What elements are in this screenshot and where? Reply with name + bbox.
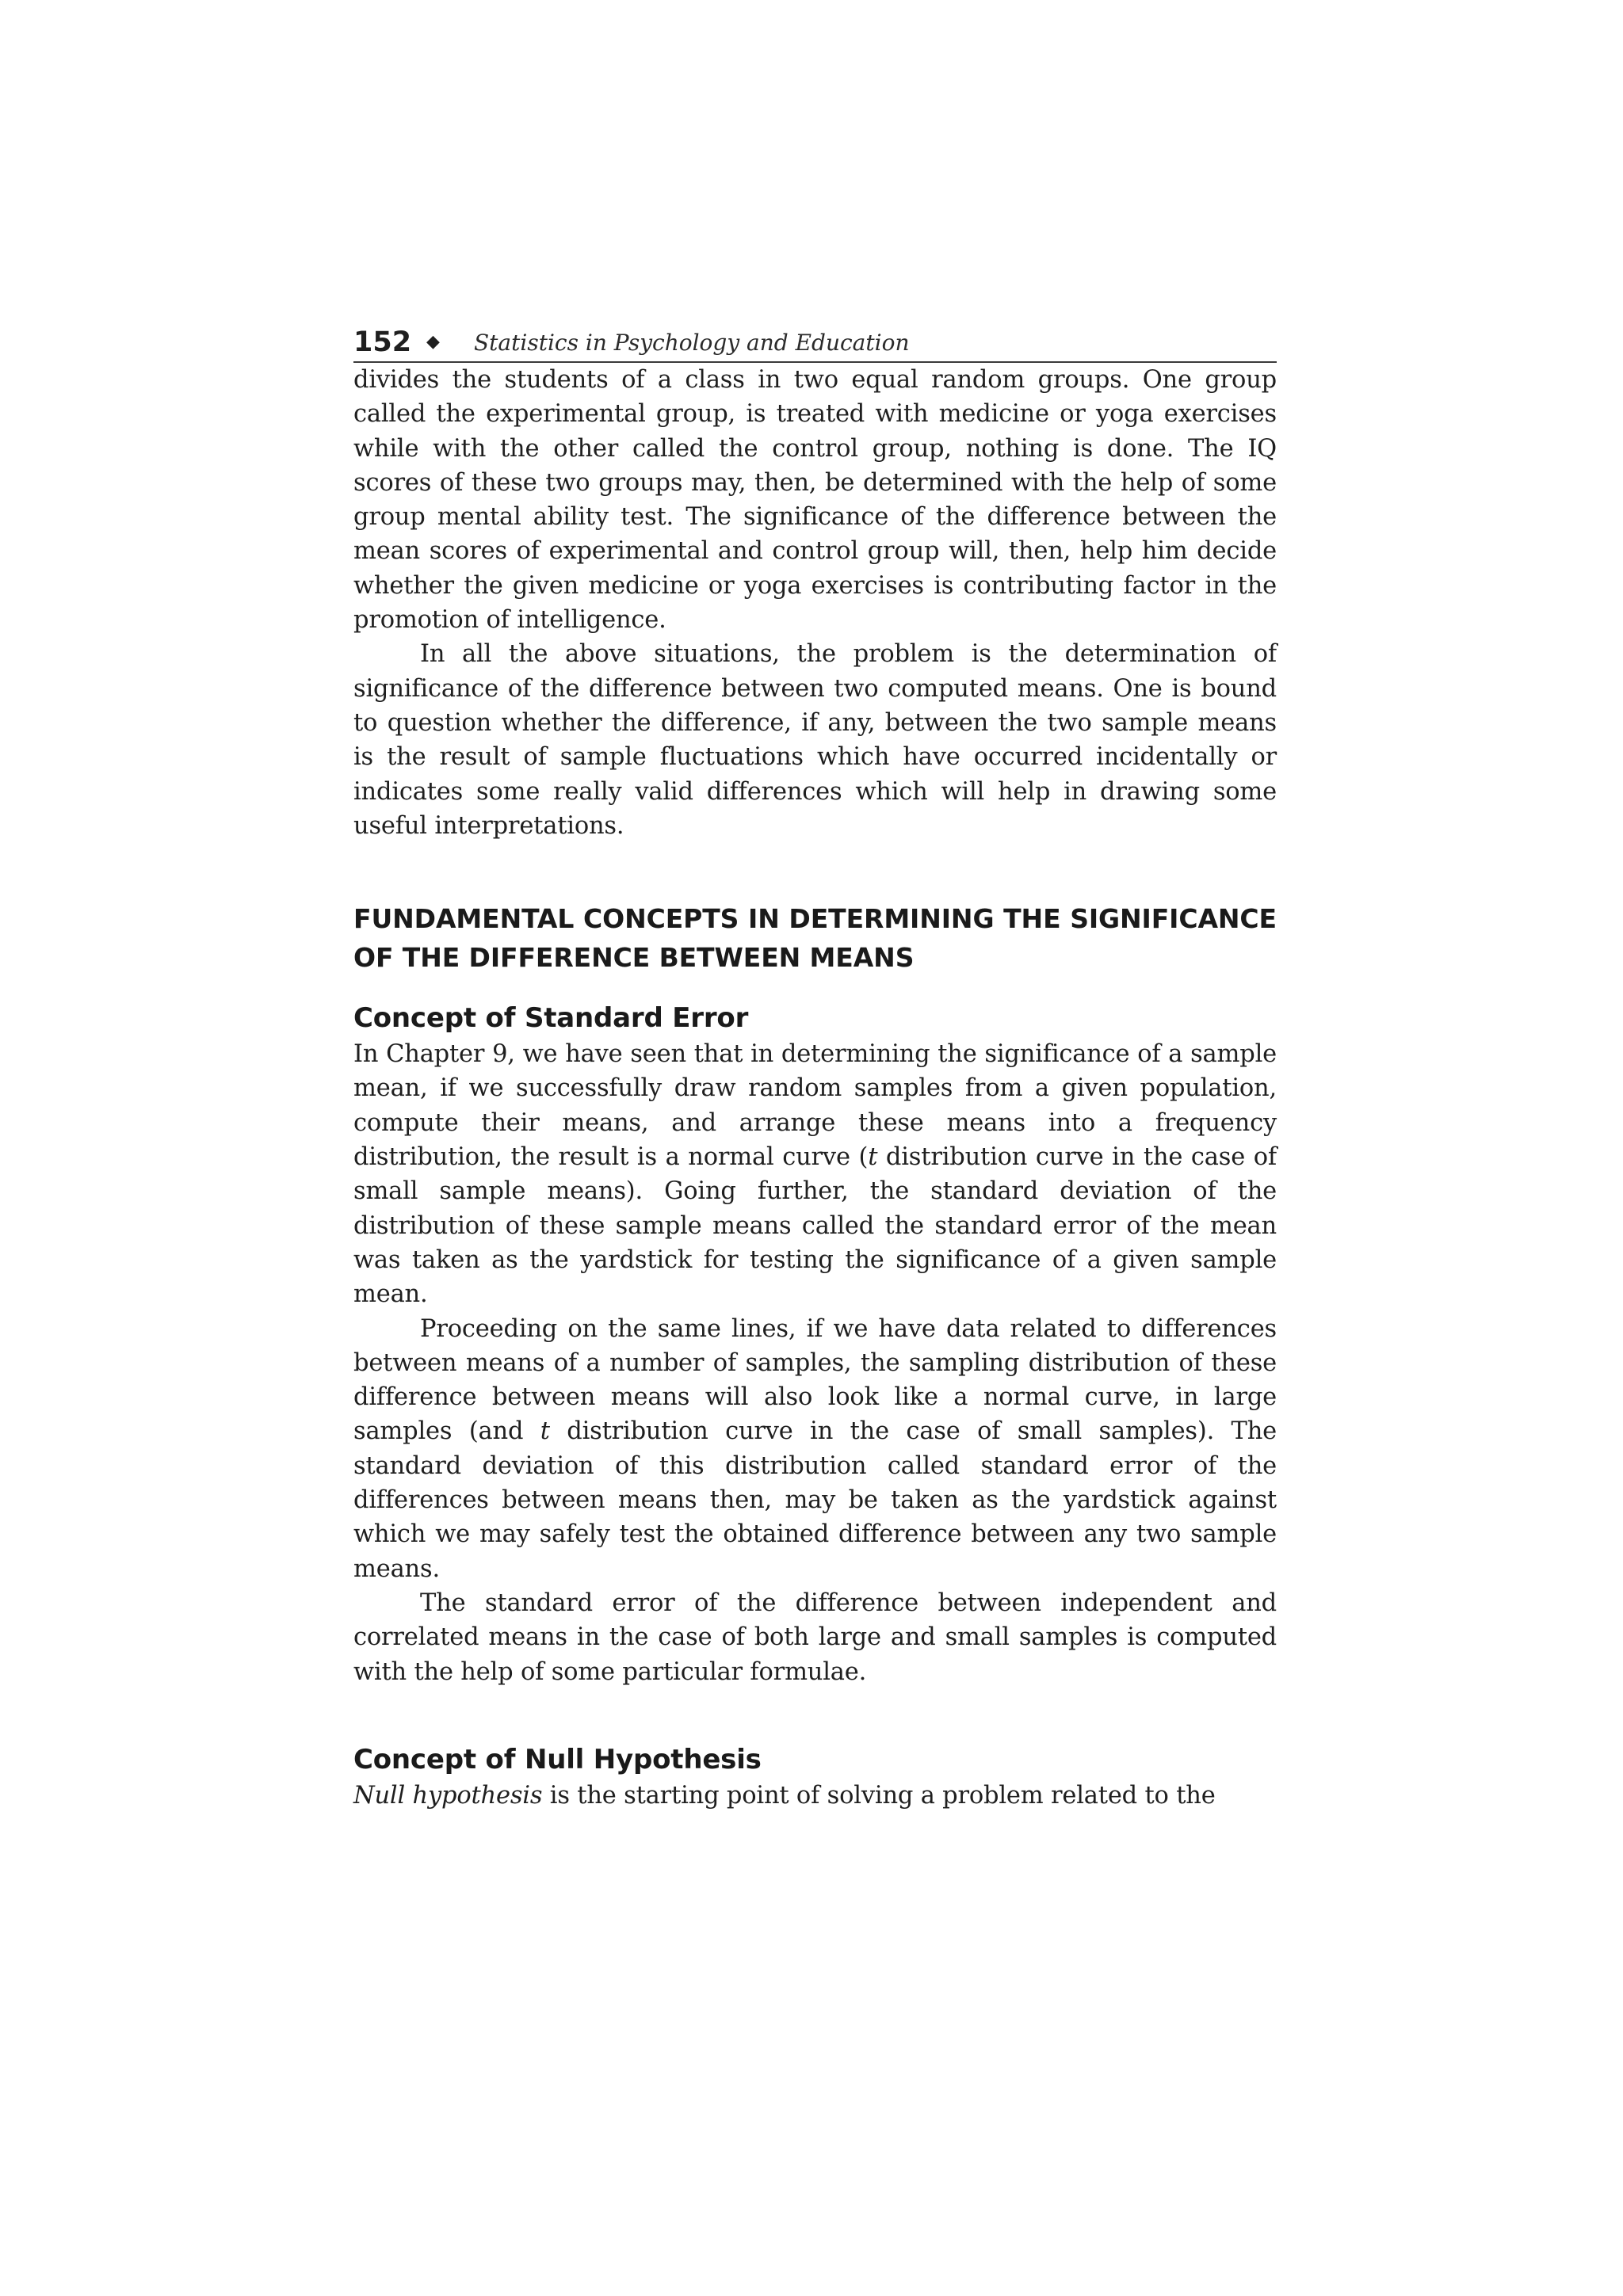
page-number: 152	[353, 326, 412, 358]
summary-paragraph: In all the above situations, the problem is the determination of significance of the difference between two computed means. One is bound to question whether the difference, if any, between the two sample means is the result of sample fluctuations which have occurred incidentally or indicates some really valid differences which will help in drawing some useful interpretations.	[353, 640, 1277, 840]
text-run: Proceeding on the same lines, if we have data related to differences between means of a number of samples, the sampling distribution of these difference between means will also look like a normal curve, in large samples (and	[353, 1314, 1277, 1446]
section-heading-fundamental-concepts: FUNDAMENTAL CONCEPTS IN DETERMINING THE SIGNIFICANCE OF THE DIFFERENCE BETWEEN MEANS	[353, 903, 1277, 974]
body-text	[353, 363, 1277, 1813]
diamond-icon: ◆	[426, 332, 440, 352]
null-hypothesis-paragraph	[353, 1779, 1277, 1813]
standard-error-paragraph-1	[353, 1037, 1277, 1311]
standard-error-paragraph-2	[353, 1312, 1277, 1586]
text-run: distribution curve in the case of small samples). The standard deviation of this distribution called standard error of the differences between means then, may be taken as the yardstick against which we may safely test the obtained difference between any two sample means.	[353, 1417, 1277, 1583]
subheading-null-hypothesis: Concept of Null Hypothesis	[353, 1743, 762, 1775]
indented-paragraph: divides the students of a class in two equal random groups. One group called the experimental group, is treated with medicine or yoga exercises while with the other called the control group, nothing is done. The IQ scores of these two groups may, then, be determined with the help of some group mental ability test. The significance of the difference between the mean scores of experimental and control group will, then, help him decide whether the given medicine or yoga exercises is contributing factor in the promotion of intelligence.	[353, 366, 1277, 635]
text-run: In Chapter 9, we have seen that in determining the significance of a sample mean, if we successfully draw random samples from a given population, compute their means, and arrange these means into a frequency distribution, the result is a normal curve (	[353, 1040, 1277, 1172]
t-symbol: t	[868, 1143, 878, 1172]
subheading-standard-error: Concept of Standard Error	[353, 1002, 749, 1035]
book-title: Statistics in Psychology and Education	[474, 330, 910, 356]
null-hypothesis-term: Null hypothesis	[353, 1781, 543, 1810]
text-run: distribution curve in the case of small sample means). Going further, the standard deviation of the distribution of these sample means called the standard error of the mean was taken as the yardstick for testing the significance of a given sample mean.	[353, 1143, 1277, 1309]
book-page	[353, 323, 1277, 1813]
running-head	[353, 323, 1277, 363]
t-symbol: t	[540, 1417, 550, 1446]
standard-error-paragraph-3: The standard error of the difference between independent and correlated means in the case of both large and small samples is computed with the help of some particular formulae.	[353, 1589, 1277, 1686]
text-run: is the starting point of solving a problem related to the	[542, 1781, 1216, 1810]
